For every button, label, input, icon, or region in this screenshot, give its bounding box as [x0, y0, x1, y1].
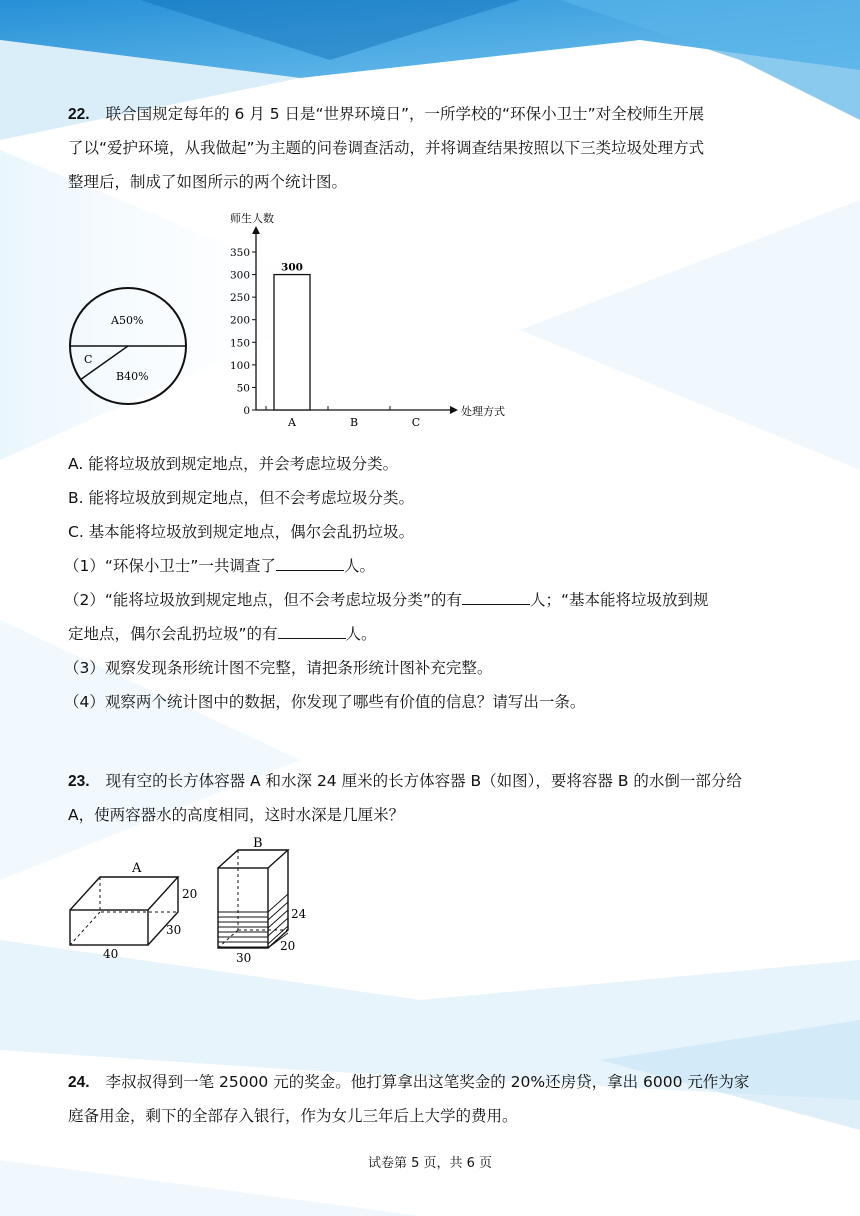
pie-label-b: B40%	[116, 370, 149, 383]
q22-sub-4: （4）观察两个统计图中的数据，你发现了哪些有价值的信息？请写出一条。	[64, 693, 586, 711]
y-tick-label: 200	[229, 314, 250, 327]
pie-label-a: A50%	[111, 314, 144, 327]
y-tick-label: 300	[229, 269, 250, 282]
box-a-hidden-edges	[100, 877, 178, 912]
box-a-front	[70, 910, 148, 945]
y-axis-arrow	[252, 226, 260, 234]
q23-text-1: 现有空的长方体容器 A 和水深 24 厘米的长方体容器 B（如图），要将容器 B 的水倒一部分给	[105, 772, 742, 790]
x-axis-arrow	[450, 406, 458, 414]
q22-option-a: A. 能将垃圾放到规定地点，并会考虑垃圾分类。	[68, 455, 399, 473]
box-a-top	[70, 877, 178, 910]
container-b-figure	[208, 830, 318, 970]
q24-number: 24.	[68, 1074, 90, 1091]
box-b-name: B	[253, 836, 263, 851]
q22-sub1-text: （1）“环保小卫士”一共调查了	[64, 557, 276, 575]
q22-sub2-text: （2）“能将垃圾放到规定地点，但不会考虑垃圾分类”的有	[64, 591, 462, 609]
q22-sub-3: （3）观察发现条形统计图不完整，请把条形统计图补充完整。	[64, 659, 493, 677]
pie-label-c: C	[84, 353, 93, 366]
page-footer: 试卷第 5 页，共 6 页	[367, 1156, 493, 1171]
box-b-water-depth: 24	[291, 907, 307, 921]
q22-sub-2	[64, 590, 708, 610]
q22-line-2: 了以“爱护环境，从我做起”为主题的问卷调查活动，并将调查结果按照以下三类垃圾处理方式	[68, 139, 705, 157]
box-a-width: 30	[166, 923, 182, 937]
bar-a	[274, 275, 310, 410]
q23-number: 23.	[68, 773, 90, 790]
q22-line-3: 整理后，制成了如图所示的两个统计图。	[68, 173, 348, 191]
x-tick-label: C	[411, 416, 421, 429]
container-a-figure	[60, 852, 200, 964]
y-tick-label: 150	[229, 337, 250, 350]
q22-option-c: C. 基本能将垃圾放到规定地点，偶尔会乱扔垃圾。	[68, 523, 415, 541]
q22-text-1: 联合国规定每年的 6 月 5 日是“世界环境日”，一所学校的“环保小卫士”对全校师生开展	[105, 105, 705, 123]
box-b-top	[218, 850, 288, 868]
q24-line-2: 庭备用金，剩下的全部存入银行，作为女儿三年后上大学的费用。	[68, 1107, 518, 1125]
box-a-length: 40	[103, 947, 119, 961]
q22-sub2-mid: 人；“基本能将垃圾放到规	[529, 591, 709, 609]
q24-text-1: 李叔叔得到一笔 25000 元的奖金。他打算拿出这笔奖金的 20%还房贷，拿出 6000 元作为家	[105, 1073, 750, 1091]
y-axis-label: 师生人数	[230, 212, 274, 225]
q24-line-1	[68, 1072, 749, 1093]
y-tick-label: 350	[229, 247, 250, 259]
q23-line-2: A，使两容器水的高度相同，这时水深是几厘米？	[68, 806, 405, 824]
q22-sub1-post: 人。	[343, 557, 375, 575]
box-b-width: 20	[280, 939, 296, 953]
data-label-a: 300	[281, 261, 303, 274]
x-axis-label: 处理方式	[461, 405, 505, 418]
q22-line-1	[68, 104, 704, 125]
box-a-height: 20	[182, 887, 198, 901]
answer-blank-2[interactable]	[462, 590, 530, 605]
q22-number: 22.	[68, 106, 90, 123]
q22-sub-2-line-2	[68, 624, 377, 644]
y-tick-label: 250	[229, 292, 250, 305]
q22-sub2-line2-text: 定地点，偶尔会乱扔垃圾”的有	[68, 625, 278, 643]
q22-sub2-line2-post: 人。	[345, 625, 377, 643]
box-a-name: A	[132, 861, 142, 876]
q22-sub-1	[64, 556, 375, 576]
answer-blank-3[interactable]	[278, 624, 346, 639]
q23-line-1	[68, 771, 742, 792]
x-tick-label: B	[349, 416, 359, 429]
box-b-length: 30	[236, 951, 252, 965]
pie-chart	[66, 286, 190, 406]
y-tick-label: 50	[236, 382, 250, 395]
y-tick-label: 100	[229, 359, 250, 372]
y-tick-label: 0	[243, 405, 250, 417]
box-b-front	[218, 868, 268, 948]
q22-option-b: B. 能将垃圾放到规定地点，但不会考虑垃圾分类。	[68, 489, 414, 507]
x-tick-label: A	[288, 416, 296, 429]
answer-blank-1[interactable]	[276, 556, 344, 571]
bar-chart	[220, 206, 520, 434]
